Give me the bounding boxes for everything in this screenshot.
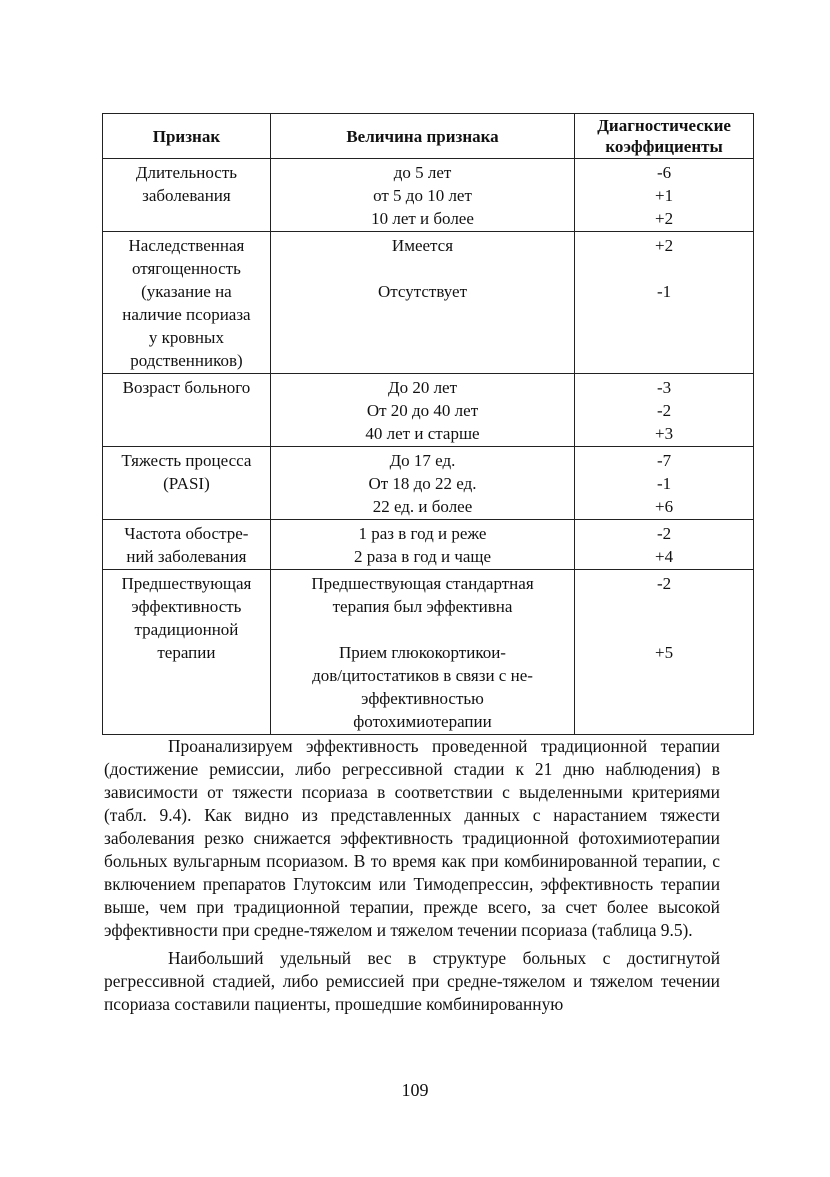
paragraph: Проанализируем эффективность проведенной традиционной терапии (достижение ремиссии, либо регрессивной стадии к 21 дню наблюдения) в зависимости от тяжести псориаза в соответствии с выделенными критериями (табл. 9.4). Как видно из представленных данных с нарастанием тяжести заболевания резко снижается эффективность традиционной фотохимиотерапии больных вульгарным псориазом. В то время как при комбинированной терапии, с включением препаратов Глутоксим или Тимодепрессин, эффективность терапии выше, чем при традиционной терапии, прежде всего, за счет более высокой эффективности при средне-тяжелом и тяжелом течении псориаза (таблица 9.5). [104,736,720,940]
cell-line: -1 [656,474,672,493]
header-value: Величина признака [270,114,574,159]
value-cell [270,232,574,374]
cell-line: 10 лет и более [371,209,474,228]
cell-line: +1 [655,186,674,205]
coefficient-cell [575,159,754,232]
cell-line: Предшествующая стандартная [311,574,534,593]
cell-line: родственников) [130,351,243,370]
cell-line: 40 лет и старше [365,424,480,443]
feature-cell [103,570,271,735]
cell-line: терапии [157,643,216,662]
table-row [103,374,754,447]
cell-line: От 20 до 40 лет [366,401,479,420]
cell-line: -7 [656,451,672,470]
value-cell [270,374,574,447]
cell-line [579,595,749,618]
cell-line: До 17 ед. [389,451,456,470]
cell-line: наличие псориаза [122,305,251,324]
cell-line: фотохимиотерапии [353,712,492,731]
cell-line: До 20 лет [387,378,458,397]
cell-line: Наследственная [128,236,245,255]
cell-line: -1 [656,282,672,301]
cell-line: +3 [655,424,674,443]
cell-line: -3 [656,378,672,397]
cell-line: ний заболевания [126,547,247,566]
cell-line: -2 [656,524,672,543]
paragraph: Наибольший удельный вес в структуре больных с достигнутой регрессивной стадией, либо ремиссией при средне-тяжелом и тяжелом течении псориаза составили пациенты, прошедшие комбинированную [104,948,720,1014]
cell-line: +5 [655,643,674,662]
cell-line: +2 [655,209,674,228]
cell-line: -6 [656,163,672,182]
feature-cell [103,159,271,232]
cell-line: Предшествующая [121,574,252,593]
cell-line: +4 [655,547,674,566]
page-number: 109 [401,1080,429,1100]
feature-cell [103,232,271,374]
table-body [103,159,754,735]
cell-line: (указание на [141,282,232,301]
coefficient-cell [575,374,754,447]
cell-line: +2 [655,236,674,255]
cell-line: заболевания [142,186,231,205]
table-row [103,570,754,735]
coefficient-cell [575,520,754,570]
cell-line: Прием глюкокортикои- [339,643,506,662]
header-feature: Признак [103,114,271,159]
cell-line: Частота обостре- [124,524,249,543]
table-header-row [103,114,754,159]
cell-line: -2 [656,401,672,420]
cell-line: 2 раза в год и чаще [353,547,492,566]
value-cell [270,159,574,232]
body-text [104,735,720,1016]
feature-cell [103,447,271,520]
cell-line: (PASI) [163,474,210,493]
cell-line: Отсутствует [377,282,468,301]
cell-line: традиционной [134,620,239,639]
cell-line [275,618,570,641]
coefficient-cell [575,447,754,520]
cell-line: терапия был эффективна [332,597,513,616]
coefficient-cell [575,570,754,735]
cell-line: от 5 до 10 лет [373,186,472,205]
cell-line: эффективностью [361,689,484,708]
table-row [103,520,754,570]
cell-line: до 5 лет [393,163,452,182]
cell-line: +6 [655,497,674,516]
cell-line: эффективность [131,597,242,616]
feature-cell [103,374,271,447]
cell-line: 1 раз в год и реже [358,524,487,543]
table-row [103,232,754,374]
cell-line: дов/цитостатиков в связи с не- [312,666,533,685]
diagnostic-coefficients-table [102,113,754,735]
table-row [103,159,754,232]
cell-line [275,257,570,280]
value-cell [270,447,574,520]
cell-line: 22 ед. и более [372,497,473,516]
cell-line: От 18 до 22 ед. [368,474,477,493]
cell-line: Имеется [391,236,454,255]
cell-line [579,618,749,641]
cell-line: отягощенность [132,259,241,278]
header-coefficient: Диагностические коэффициенты [575,114,754,159]
cell-line: Возраст больного [122,378,251,397]
value-cell [270,520,574,570]
table-row [103,447,754,520]
cell-line: -2 [656,574,672,593]
coefficient-cell [575,232,754,374]
cell-line: Длительность [135,163,237,182]
cell-line: Тяжесть процесса [121,451,252,470]
feature-cell [103,520,271,570]
cell-line: у кровных [148,328,224,347]
value-cell [270,570,574,735]
cell-line [579,257,749,280]
